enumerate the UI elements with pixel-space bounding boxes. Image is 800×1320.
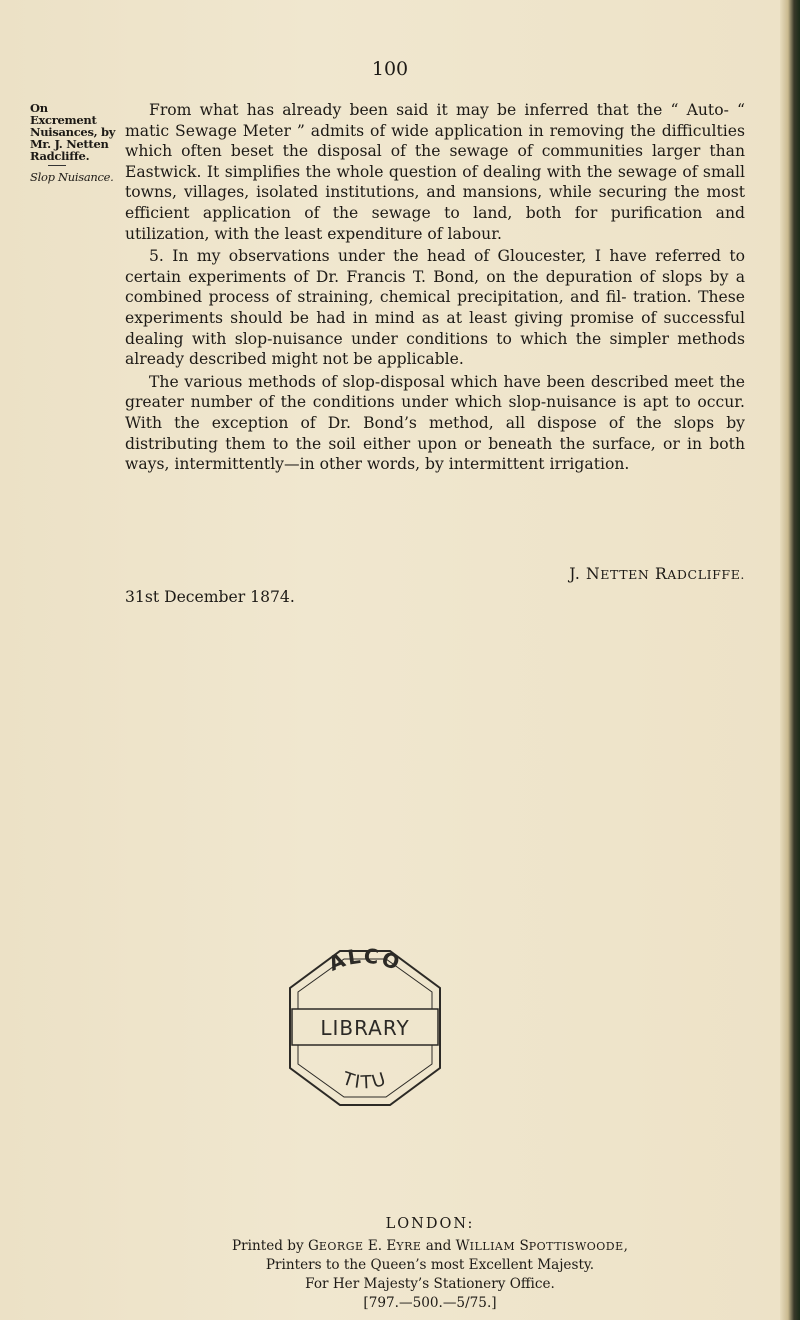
paragraph-2: 5. In my observations under the head of Gloucester, I have referred to certain experiments of Dr. Francis T. Bond, on the depuration of slops by a combined process of straining, chemical precipitation, and fil- tration. These experiments should be had in mind as at least giving promise of successful dealing with slop-nuisance under conditions to which the simpler methods already described might not be applicable.: [125, 247, 745, 369]
margin-note-line: On Excrement: [30, 101, 97, 127]
imprint-part: POTTISWOODE: [528, 1240, 624, 1253]
imprint-part: ILLIAM: [469, 1240, 516, 1253]
imprint-part: Printed by G: [232, 1238, 319, 1254]
signature: [125, 565, 745, 583]
imprint-part: S: [515, 1238, 529, 1254]
imprint-part: EORGE: [318, 1240, 364, 1253]
imprint-printer-line: [220, 1237, 640, 1256]
imprint-office-line: For Her Majesty’s Stationery Office.: [305, 1276, 555, 1292]
imprint-part: YRE: [396, 1240, 422, 1253]
signature-part: ADCLIFFE.: [667, 567, 745, 582]
imprint-place: LONDON:: [385, 1216, 475, 1232]
stamp-top-text: ALCO: [325, 943, 405, 976]
signature-part: ETTEN: [600, 567, 650, 582]
imprint: [220, 1215, 640, 1313]
margin-note-line: Radcliffe.: [30, 149, 90, 163]
date-line: 31st December 1874.: [125, 588, 295, 606]
paragraph-3: The various methods of slop-disposal which have been described meet the greater number of the conditions under which slop-nuisance is apt to occur. With the exception of Dr. Bond’s method, all dispose of the slops by distributing them to the soil either upon or beneath the surface, or in both ways, intermittently—in other words, by intermittent irrigation.: [125, 372, 745, 474]
imprint-part: E. E: [363, 1238, 397, 1254]
stamp-bottom-text: TITU: [339, 1068, 391, 1094]
signature-part: R: [649, 565, 668, 583]
margin-note-rule: [48, 165, 66, 166]
library-stamp: [270, 943, 460, 1113]
page-edge: [780, 0, 800, 1320]
margin-note-slop-nuisance: Slop Nuisance.: [30, 170, 114, 184]
stamp-center-text: LIBRARY: [320, 1016, 410, 1040]
paragraph-1: From what has already been said it may be inferred that the “ Auto- “ matic Sewage Meter ” admits of wide application in removing the difficulties which often beset the disposal of the sewage of communities larger than Eastwick. It simplifies the whole question of dealing with the sewage of small towns, villages, isolated institutions, and mansions, while securing the most efficient application of the sewage to land, both for purification and utilization, with the least expenditure of labour.: [125, 101, 745, 243]
signature-part: J. N: [569, 565, 601, 583]
body-text: [125, 100, 745, 475]
margin-note-excrement-nuisances: [30, 102, 116, 166]
margin-note-line: Mr. J. Netten: [30, 137, 109, 151]
imprint-part: and W: [421, 1238, 470, 1254]
imprint-code-line: [797.—500.—5/75.]: [363, 1295, 497, 1311]
imprint-printers-line: Printers to the Queen’s most Excellent Majesty.: [265, 1257, 595, 1273]
margin-note-line: Nuisances, by: [30, 125, 116, 139]
page-number: 100: [371, 58, 409, 80]
imprint-part: ,: [623, 1238, 628, 1254]
